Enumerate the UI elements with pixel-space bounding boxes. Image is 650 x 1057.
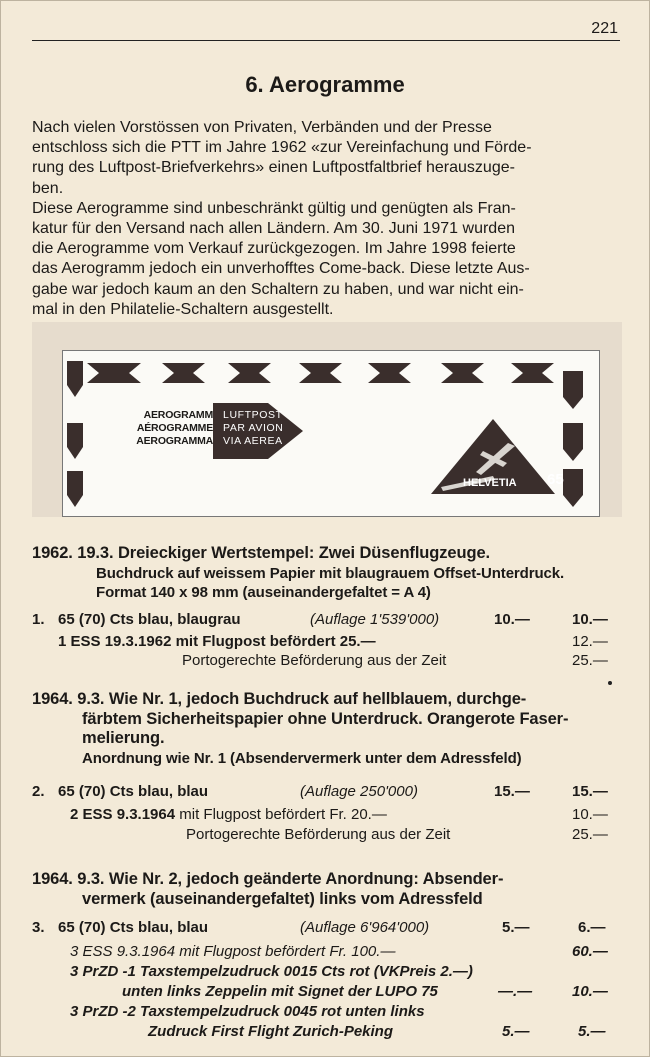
item-price-mint: 5.— <box>502 919 530 936</box>
subline-price: 10.— <box>572 806 608 823</box>
subline-text: Zudruck First Flight Zurich-Peking <box>148 1023 394 1040</box>
item-price-mint: 15.— <box>494 783 530 800</box>
catalog-item-1 <box>32 610 622 630</box>
intro-line: entschloss sich die PTT im Jahre 1962 «zur Vereinfachung und Förde- <box>32 139 532 157</box>
item-price-used: 6.— <box>578 919 606 936</box>
label-line: AÉROGRAMME <box>136 422 213 434</box>
issue-head-line: 1964. 9.3. Wie Nr. 1, jedoch Buchdruck auf hellblauem, durchge- <box>32 690 527 708</box>
aerogramme-figure <box>32 322 622 517</box>
catalog-subline <box>32 825 622 845</box>
subline-price: 25.— <box>572 652 608 669</box>
intro-line: ben. <box>32 179 64 197</box>
issue-head-line: vermerk (auseinandergefaltet) links vom Adressfeld <box>82 889 483 908</box>
issue-head-line: färbtem Sicherheitspapier ohne Unterdruck. Orangerote Faser- <box>82 709 569 728</box>
intro-text <box>32 118 622 320</box>
item-number: 3. <box>32 919 45 936</box>
aerogramme-labels-left <box>103 409 213 448</box>
issue-1-heading <box>32 544 622 603</box>
subline-price: 25.— <box>572 826 608 843</box>
intro-line: rung des Luftpost-Briefverkehrs» einen Luftpostfaltbrief herauszuge- <box>32 159 515 177</box>
intro-line: Nach vielen Vorstössen von Privaten, Verbänden und der Presse <box>32 119 492 136</box>
intro-line: katur für den Versand nach allen Ländern. Am 30. Juni 1971 wurden <box>32 220 515 238</box>
subline-text: 2 ESS 9.3.1964 mit Flugpost befördert Fr. 20.— <box>70 806 387 823</box>
label-line: VIA AEREA <box>223 435 283 447</box>
item-number: 1. <box>32 611 45 628</box>
stamp-value: 65 <box>547 471 564 488</box>
subline-text: 3 ESS 9.3.1964 mit Flugpost befördert Fr. 100.— <box>70 943 396 960</box>
catalog-subline <box>32 1022 622 1042</box>
intro-line: die Aerogramme vom Verkauf zurückgezogen. Im Jahre 1998 feierte <box>32 240 516 258</box>
label-line: PAR AVION <box>223 422 284 434</box>
aerogramme-labels-right <box>223 409 283 448</box>
subline-text: 3 PrZD -2 Taxstempelzudruck 0045 rot unten links <box>70 1003 425 1020</box>
issue-2-heading <box>32 690 622 768</box>
issue-3-heading <box>32 870 622 909</box>
item-price-used: 10.— <box>572 611 608 628</box>
subline-text: 1 ESS 19.3.1962 mit Flugpost befördert 25.— <box>58 633 376 650</box>
intro-line: Diese Aerogramme sind unbeschränkt gültig und genügten als Fran- <box>32 199 516 217</box>
header-rule <box>32 40 620 41</box>
item-description: 65 (70) Cts blau, blau <box>58 919 209 936</box>
catalog-item-3 <box>32 918 622 938</box>
subline-price: 5.— <box>578 1023 606 1040</box>
stamp-country: HELVETIA <box>463 477 517 489</box>
item-price-mint: 10.— <box>494 611 530 628</box>
item-number: 2. <box>32 783 45 800</box>
issue-head-line: melierung. <box>82 729 165 747</box>
catalog-subline <box>32 651 622 671</box>
subline-price: 10.— <box>572 983 608 1000</box>
intro-line: das Aerogramm jedoch ein unverhofftes Come-back. Diese letzte Aus- <box>32 260 530 278</box>
item-print-run: (Auflage 1'539'000) <box>310 611 440 628</box>
catalog-subline <box>32 1002 622 1022</box>
page-number: 221 <box>591 20 618 37</box>
label-line: LUFTPOST <box>223 409 283 421</box>
item-description: 65 (70) Cts blau, blaugrau <box>58 611 241 628</box>
item-print-run: (Auflage 6'964'000) <box>300 919 430 936</box>
item-description: 65 (70) Cts blau, blau <box>58 783 209 800</box>
issue-head-line: 1962. 19.3. Dreieckiger Wertstempel: Zwei Düsenflugzeuge. <box>32 544 491 562</box>
chapter-title: 6. Aerogramme <box>245 72 405 97</box>
subline-price: 12.— <box>572 633 608 650</box>
issue-sub-line: Anordnung wie Nr. 1 (Absendervermerk unter dem Adressfeld) <box>82 749 522 767</box>
label-line: AEROGRAMMA <box>136 435 213 447</box>
issue-head-line: 1964. 9.3. Wie Nr. 2, jedoch geänderte Anordnung: Absender- <box>32 870 504 888</box>
catalog-subline <box>32 982 622 1002</box>
issue-sub-line: Format 140 x 98 mm (auseinandergefaltet = A 4) <box>96 584 431 601</box>
aerogramme-image <box>62 350 600 517</box>
catalog-subline <box>32 942 622 962</box>
subline-price-mint: —.— <box>498 983 533 1000</box>
intro-line: mal in den Philatelie-Schaltern ausgestellt. <box>32 300 334 318</box>
subline-text: Portogerechte Beförderung aus der Zeit <box>182 652 447 669</box>
catalog-subline <box>32 632 622 652</box>
intro-line: gabe war jedoch kaum an den Schaltern zu haben, und war nicht ein- <box>32 280 524 298</box>
catalog-subline <box>32 805 622 825</box>
subline-text: Portogerechte Beförderung aus der Zeit <box>186 826 451 843</box>
catalog-subline <box>32 962 622 982</box>
subline-price: 60.— <box>572 943 608 960</box>
print-speck <box>608 681 612 685</box>
issue-sub-line: Buchdruck auf weissem Papier mit blaugrauem Offset-Unterdruck. <box>96 564 565 582</box>
subline-text: 3 PrZD -1 Taxstempelzudruck 0015 Cts rot (VKPreis 2.—) <box>70 963 473 980</box>
subline-text: unten links Zeppelin mit Signet der LUPO 75 <box>122 983 438 1000</box>
item-price-used: 15.— <box>572 783 608 800</box>
label-line: AEROGRAMM <box>143 409 213 421</box>
item-print-run: (Auflage 250'000) <box>300 783 418 800</box>
subline-price-mint: 5.— <box>502 1023 530 1040</box>
catalog-item-2 <box>32 782 622 802</box>
